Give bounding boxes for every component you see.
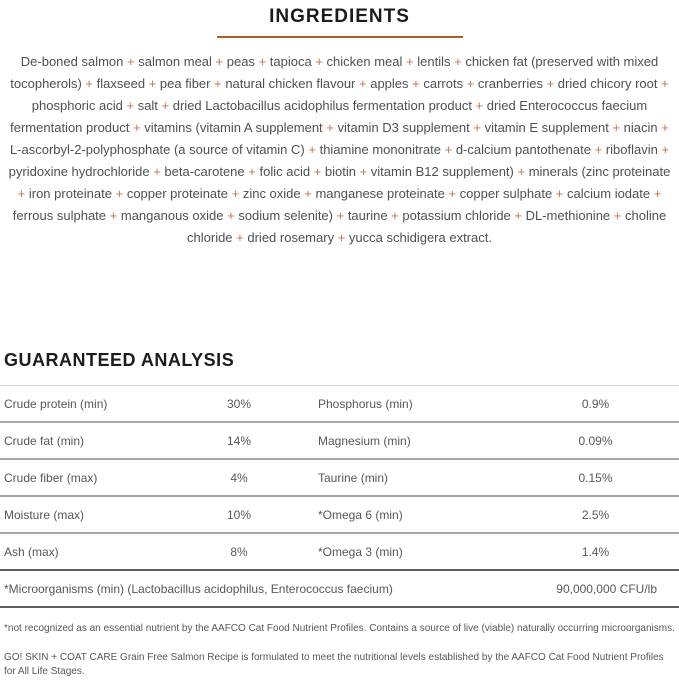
table-row bbox=[0, 460, 679, 497]
plus-separator: + bbox=[300, 186, 316, 201]
nutrient-value: 14% bbox=[226, 433, 252, 448]
nutrient-value: 10% bbox=[226, 507, 252, 522]
nutrient-value: 0.9% bbox=[581, 396, 610, 411]
plus-separator: + bbox=[122, 98, 138, 113]
plus-separator: + bbox=[450, 54, 466, 69]
plus-separator: + bbox=[542, 76, 558, 91]
nutrient-value: 8% bbox=[230, 544, 248, 559]
nutrient-label: *Omega 6 (min) bbox=[318, 507, 403, 522]
footnote-asterisk: *not recognized as an essential nutrient by the AAFCO Cat Food Nutrient Profiles. Contains a source of live (viable) naturally occurring microorganisms. bbox=[4, 623, 675, 634]
plus-separator: + bbox=[440, 142, 456, 157]
plus-separator: + bbox=[157, 98, 173, 113]
plus-separator: + bbox=[129, 120, 145, 135]
plus-separator: + bbox=[223, 208, 239, 223]
plus-separator: + bbox=[228, 186, 243, 201]
nutrient-label: Crude fat (min) bbox=[4, 433, 85, 448]
table-row bbox=[0, 386, 679, 423]
nutrient-label: Taurine (min) bbox=[318, 470, 389, 485]
plus-separator: + bbox=[402, 54, 418, 69]
plus-separator: + bbox=[408, 76, 424, 91]
plus-separator: + bbox=[469, 120, 485, 135]
nutrient-label: Ash (max) bbox=[4, 544, 59, 559]
plus-separator: + bbox=[210, 76, 226, 91]
nutrient-label: *Omega 3 (min) bbox=[318, 544, 403, 559]
plus-separator: + bbox=[111, 186, 127, 201]
plus-separator: + bbox=[244, 164, 260, 179]
plus-separator: + bbox=[463, 76, 478, 91]
plus-separator: + bbox=[81, 76, 97, 91]
nutrient-value: 0.15% bbox=[578, 470, 613, 485]
nutrient-label: Magnesium (min) bbox=[318, 433, 411, 448]
plus-separator: + bbox=[311, 54, 327, 69]
plus-separator: + bbox=[310, 164, 325, 179]
guaranteed-analysis-table bbox=[0, 385, 679, 608]
plus-separator: + bbox=[304, 142, 320, 157]
plus-separator: + bbox=[211, 54, 227, 69]
footnote-aafco-statement: GO! SKIN + COAT CARE Grain Free Salmon Recipe is formulated to meet the nutritional levels established by the AAFCO Cat Food Nutrient Profiles for All Life Stages. bbox=[4, 652, 664, 677]
nutrient-value: 0.09% bbox=[578, 433, 613, 448]
plus-separator: + bbox=[657, 76, 669, 91]
plus-separator: + bbox=[334, 230, 349, 245]
nutrient-label: Crude protein (min) bbox=[4, 396, 108, 411]
plus-separator: + bbox=[610, 208, 625, 223]
plus-separator: + bbox=[387, 208, 403, 223]
guaranteed-analysis-title: GUARANTEED ANALYSIS bbox=[4, 350, 235, 370]
plus-separator: + bbox=[149, 164, 165, 179]
ingredients-paragraph: De-boned salmon + salmon meal + peas + tapioca + chicken meal + lentils + chicken fat (preserved with mixed tocopherols) + flaxseed + pea fiber + natural chicken flavour + apples + carrots + cranberries + dried chicory root + phosphoric acid + salt + dried Lactobacillus acidophilus fermentation product + dried Enterococcus faecium fermentation product + vitamins (vitamin A supplement + vitamin D3 supplement + vitamin E supplement + niacin + L-ascorbyl-2-polyphosphate (a source of vitamin C) + thiamine mononitrate + d-calcium pantothenate + riboflavin + pyridoxine hydrochloride + beta-carotene + folic acid + biotin + vitamin B12 supplement) + minerals (zinc proteinate + iron proteinate + copper proteinate + zinc oxide + manganese proteinate + copper sulphate + calcium iodate + ferrous sulphate + manganous oxide + sodium selenite) + taurine + potassium chloride + DL-methionine + choline chloride + dried rosemary + yucca schidigera extract. bbox=[8, 54, 671, 245]
nutrient-value: 2.5% bbox=[581, 507, 610, 522]
title-underline-rule bbox=[217, 36, 463, 38]
table-row bbox=[0, 423, 679, 460]
nutrient-label: Crude fiber (max) bbox=[4, 470, 98, 485]
nutrient-label: Moisture (max) bbox=[4, 507, 85, 522]
nutrient-value: 1.4% bbox=[581, 544, 610, 559]
plus-separator: + bbox=[471, 98, 487, 113]
plus-separator: + bbox=[17, 186, 29, 201]
nutrient-value: 30% bbox=[226, 396, 252, 411]
plus-separator: + bbox=[332, 208, 348, 223]
microorganisms-value: 90,000,000 CFU/lb bbox=[556, 581, 657, 596]
plus-separator: + bbox=[322, 120, 338, 135]
plus-separator: + bbox=[657, 142, 670, 157]
plus-separator: + bbox=[106, 208, 121, 223]
plus-separator: + bbox=[513, 164, 529, 179]
microorganisms-label: *Microorganisms (min) (Lactobacillus acidophilus, Enterococcus faecium) bbox=[4, 581, 393, 596]
ingredients-title: INGREDIENTS bbox=[269, 6, 410, 27]
plus-separator: + bbox=[552, 186, 568, 201]
plus-separator: + bbox=[355, 164, 371, 179]
plus-separator: + bbox=[590, 142, 606, 157]
plus-separator: + bbox=[145, 76, 160, 91]
plus-separator: + bbox=[123, 54, 139, 69]
plus-separator: + bbox=[510, 208, 526, 223]
nutrient-label: Phosphorus (min) bbox=[318, 396, 413, 411]
plus-separator: + bbox=[608, 120, 624, 135]
plus-separator: + bbox=[254, 54, 270, 69]
plus-separator: + bbox=[444, 186, 460, 201]
table-row bbox=[0, 534, 679, 571]
plus-separator: + bbox=[232, 230, 248, 245]
nutrient-value: 4% bbox=[230, 470, 248, 485]
plus-separator: + bbox=[650, 186, 662, 201]
plus-separator: + bbox=[355, 76, 371, 91]
plus-separator: + bbox=[657, 120, 669, 135]
table-row bbox=[0, 497, 679, 534]
table-row-microorganisms bbox=[0, 571, 679, 608]
